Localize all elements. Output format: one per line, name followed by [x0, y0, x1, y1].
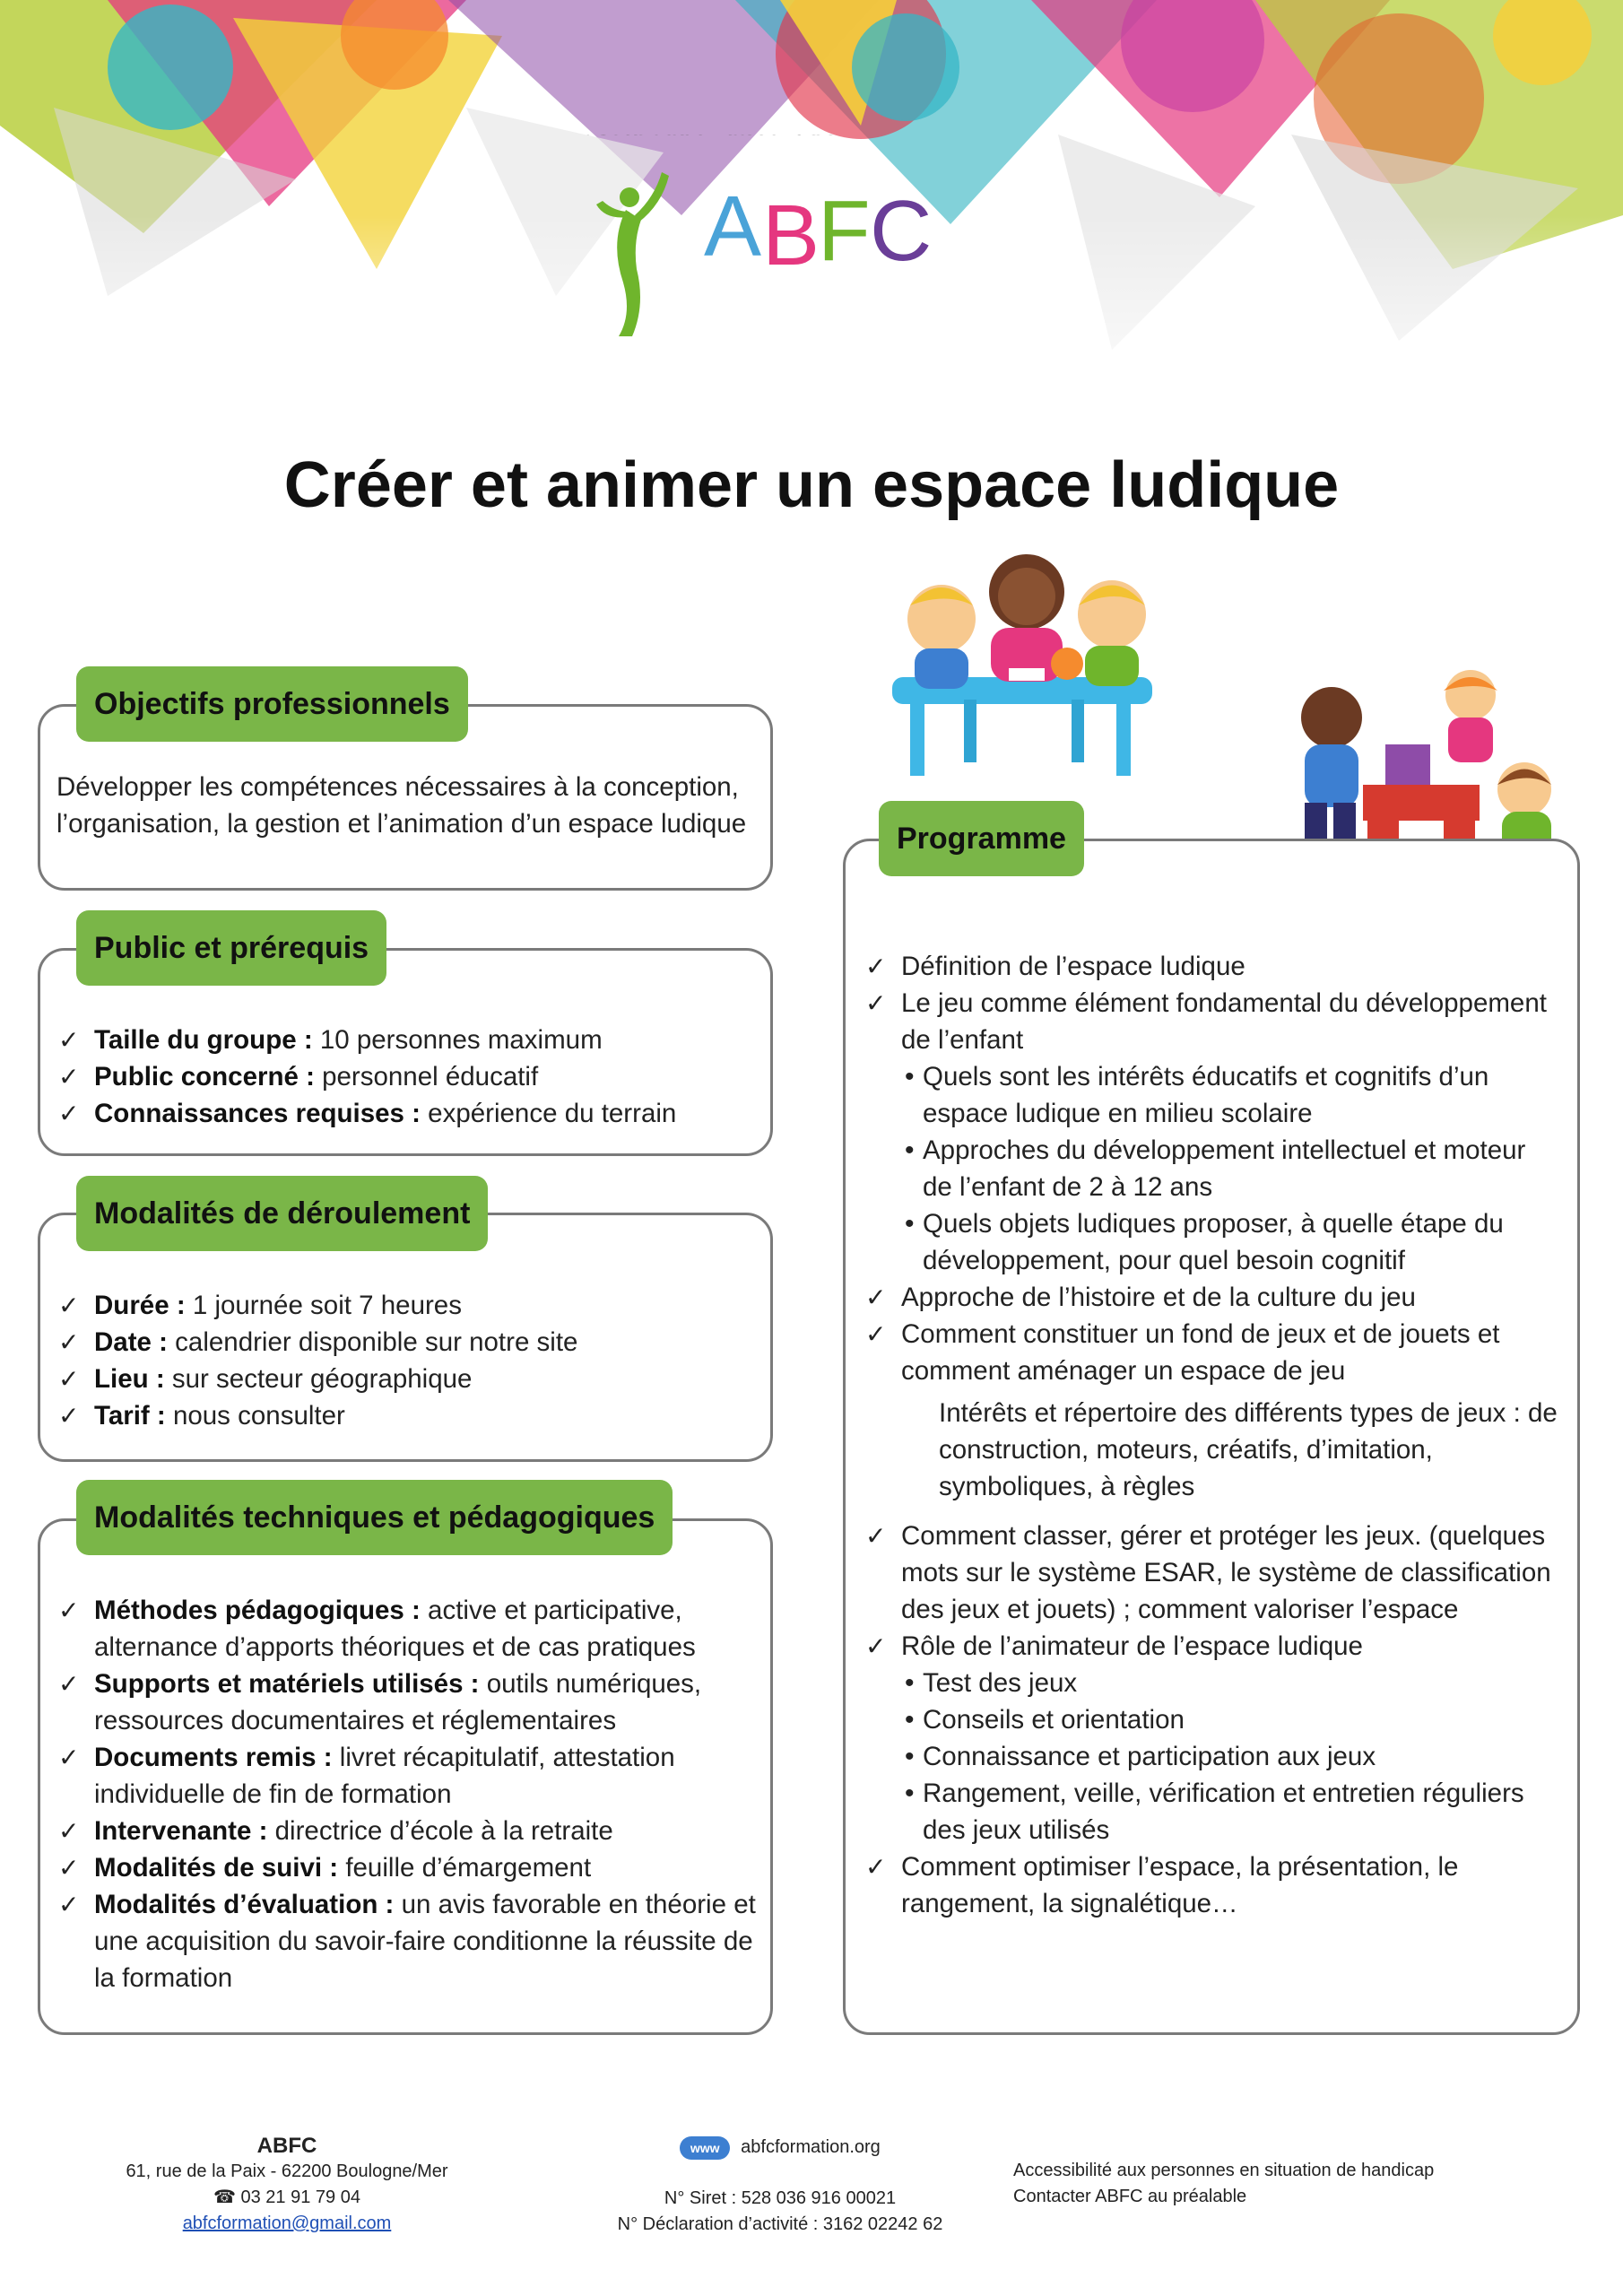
footer-email-link[interactable]: abfcformation@gmail.com — [182, 2213, 392, 2233]
svg-text:F: F — [818, 183, 871, 279]
techniques-heading: Modalités techniques et pédagogiques — [76, 1480, 673, 1555]
objectifs-text: Développer les compétences nécessaires à la conception, l’organisation, la gestion et l’animation d’un espace ludique — [56, 772, 747, 839]
objectifs-heading: Objectifs professionnels — [76, 666, 468, 742]
list-item: ✓ Durée : 1 journée soit 7 heures — [56, 1287, 765, 1324]
footer-phone: ☎ 03 21 91 79 04 — [213, 2187, 360, 2207]
svg-text:de Formation Continue — [583, 135, 820, 140]
list-item: ✓ Méthodes pédagogiques : active et participative, alternance d’apports théoriques et de cas pratiques — [56, 1592, 765, 1665]
list-item: ✓ Le jeu comme élément fondamental du développement de l’enfant — [864, 985, 1558, 1058]
svg-text:B: B — [762, 187, 820, 283]
deroulement-list — [56, 1287, 765, 1434]
sub-list-item: • Test des jeux — [901, 1665, 1558, 1701]
list-item: ✓ Public concerné : personnel éducatif — [56, 1058, 765, 1095]
list-item: ✓ Supports et matériels utilisés : outils numériques, ressources documentaires et réglementaires — [56, 1665, 765, 1739]
footer-accessibility-block — [1013, 2158, 1551, 2210]
sub-list-item: • Connaissance et participation aux jeux — [901, 1738, 1558, 1775]
list-item: ✓ Approche de l’histoire et de la culture du jeu — [864, 1279, 1558, 1316]
footer-accessibility: Accessibilité aux personnes en situation de handicap — [1013, 2161, 1435, 2180]
list-item: ✓ Taille du groupe : 10 personnes maximum — [56, 1022, 765, 1058]
footer-declaration: N° Déclaration d’activité : 3162 02242 62 — [617, 2214, 943, 2234]
abfc-logo — [583, 135, 1031, 341]
public-list — [56, 1022, 765, 1132]
header-banner — [0, 0, 1623, 430]
footer-contact-note: Contacter ABFC au préalable — [1013, 2187, 1247, 2206]
sub-list-item: • Quels sont les intérêts éducatifs et cognitifs d’un espace ludique en milieu scolaire — [901, 1058, 1558, 1132]
svg-text:A: A — [704, 178, 762, 274]
list-item: ✓ Comment constituer un fond de jeux et de jouets et comment aménager un espace de jeu — [864, 1316, 1558, 1389]
deroulement-heading: Modalités de déroulement — [76, 1176, 488, 1251]
globe-icon: www — [680, 2136, 730, 2160]
public-heading: Public et prérequis — [76, 910, 386, 986]
sub-list-item: • Approches du développement intellectuel et moteur de l’enfant de 2 à 12 ans — [901, 1132, 1558, 1205]
list-item: ✓ Comment classer, gérer et protéger les jeux. (quelques mots sur le système ESAR, le système de classification des jeux et jouets) ; comment valoriser l’espace — [864, 1518, 1558, 1628]
list-item: ✓ Modalités d’évaluation : un avis favorable en théorie et une acquisition du savoir-faire conditionne la réussite de la formation — [56, 1886, 765, 1996]
children-at-table-illustration — [874, 543, 1188, 785]
footer-siret: N° Siret : 528 036 916 00021 — [664, 2188, 897, 2208]
list-item: ✓ Date : calendrier disponible sur notre site — [56, 1324, 765, 1361]
footer-address: 61, rue de la Paix - 62200 Boulogne/Mer — [126, 2161, 448, 2181]
page-title: Créer et animer un espace ludique — [283, 449, 1340, 521]
programme-heading: Programme — [879, 801, 1084, 876]
sub-list-item: • Conseils et orientation — [901, 1701, 1558, 1738]
footer-address-block — [99, 2133, 475, 2237]
sub-list-item: • Quels objets ludiques proposer, à quelle étape du développement, pour quel besoin cognitif — [901, 1205, 1558, 1279]
svg-text:C: C — [870, 183, 933, 279]
list-item: ✓ Intervenante : directrice d’école à la retraite — [56, 1813, 765, 1849]
list-item: ✓ Modalités de suivi : feuille d’émargement — [56, 1849, 765, 1886]
list-item: ✓ Définition de l’espace ludique — [864, 948, 1558, 985]
footer-org-name: ABFC — [256, 2134, 317, 2158]
list-item: ✓ Rôle de l’animateur de l’espace ludique — [864, 1628, 1558, 1665]
list-item: ✓ Documents remis : livret récapitulatif, attestation individuelle de fin de formation — [56, 1739, 765, 1813]
jeux-types-text: Intérêts et répertoire des différents types de jeux : de construction, moteurs, créatifs, d’imitation, symboliques, à règles — [939, 1398, 1558, 1501]
footer-center-block — [556, 2135, 1004, 2238]
techniques-list — [56, 1592, 765, 1996]
list-item: ✓ Connaissances requises : expérience du terrain — [56, 1095, 765, 1132]
footer-website[interactable]: abfcformation.org — [741, 2137, 881, 2157]
list-item: ✓ Tarif : nous consulter — [56, 1397, 765, 1434]
programme-list — [864, 948, 1558, 1922]
sub-list-item: • Rangement, veille, vérification et entretien réguliers des jeux utilisés — [901, 1775, 1558, 1848]
list-item: ✓ Lieu : sur secteur géographique — [56, 1361, 765, 1397]
list-item: ✓ Comment optimiser l’espace, la présentation, le rangement, la signalétique… — [864, 1848, 1558, 1922]
